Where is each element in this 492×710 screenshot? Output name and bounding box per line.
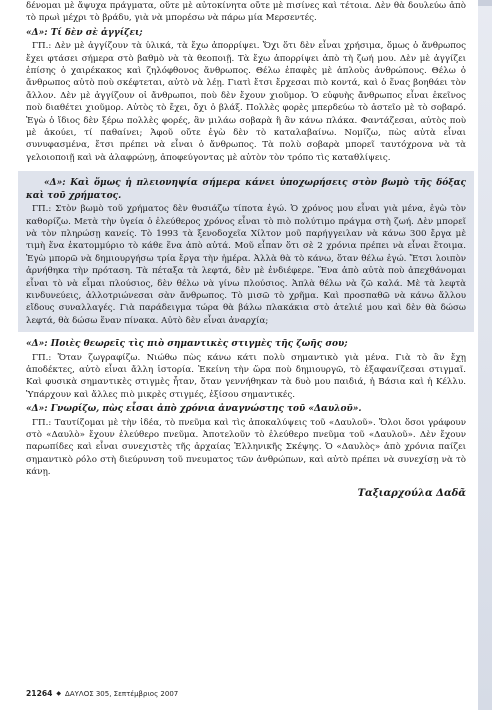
question-label: «Δ»:: [44, 178, 66, 189]
question-label: «Δ»:: [26, 339, 48, 350]
question-davlos: [26, 403, 466, 415]
question-label: «Δ»:: [26, 404, 48, 415]
answer-moments: ΓΠ.: Ὅταν ζωγραφίζω. Νιώθω πὼς κάνω κάτι πολὺ σημαντικὸ γιὰ μένα. Γιὰ τὸ ἂν ἔχῃ ἀποδέκτες, αὐτὸ εἶναι ἄλλη ἱστορία. Ἐκείνη τὴν ὥρα ποὺ δημιουργῶ, τὸ ἐξαφανίζεσαι στιγμαῖ. Καὶ φυσικὰ σημαντικὲς στιγμὲς ἦταν, ὅταν γεννήθηκαν τὰ δυὸ μου παιδιά, ἡ Βάσια καὶ ἡ Κέλλυ. Ὑπάρχουν καὶ ἄλλες πιὸ μικρὲς στιγμές, ἐξίσου σημαντικές.: [26, 352, 466, 400]
question-moments: [26, 338, 466, 350]
question-text: Τί δὲν σὲ ἀγγίζει;: [47, 27, 143, 38]
issue-info: ΔΑΥΛΟΣ 305, Σεπτέμβριος 2007: [65, 689, 179, 698]
author-signature: Ταξιαρχούλα Δαδᾶ: [357, 487, 466, 499]
question-label: «Δ»:: [26, 27, 48, 38]
question-text: Ποιὲς θεωρεῖς τὶς πιὸ σημαντικὲς στιγμὲς τῆς ζωῆς σου;: [47, 339, 348, 350]
margin-tick: [478, 0, 492, 6]
answer-money: ΓΠ.: Στὸν βωμὸ τοῦ χρήματος δὲν θυσιάζω τίποτα ἐγώ. Ὁ χρόνος μου εἶναι γιὰ μένα, ἐγὼ τὸν καθορίζω. Μετὰ τὴν ὑγεία ὁ ἐλεύθερος χρόνος εἶναι τὸ πιὸ πολύτιμο πράγμα στὴ ζωή. Δὲν μπορεῖ νὰ τὸν πληρώσῃ κανείς. Τὸ 1993 τὰ ξενοδοχεῖα Χίλτον μοῦ παρήγγειλαν νὰ κάνω 300 ἔργα μὲ τιμὴ ἕνα ἑκατομμύριο τὸ κάθε ἕνα ἀπὸ αὐτά. Μοῦ εἶπαν ὅτι σὲ 2 χρόνια πρέπει νὰ εἶναι ἕτοιμα. Ἐγὼ μπορῶ νὰ δημιουργήσω τρία ἔργα τὴν ἡμέρα. Ἀλλὰ θὰ τὸ κάνω, ὅταν θέλω ἐγώ. Ἔτσι λοιπὸν ἀρνήθηκα τὴν πρόταση. Τὰ πέταξα τὰ λεφτά, δὲν μὲ ἐνδιέφερε. Ἕνα ἀπὸ αὐτὰ ποὺ ἀπεχθάνομαι εἶναι τὸ νὰ εἶμαι πλούσιος, δὲν θέλω νὰ γίνω πλούσιος. Ἁπλὰ θέλω νὰ ζῶ καλά. Μὲ τὰ λεφτὰ κινδυνεύεις, ἀλλοτριώνεσαι σὰν ἄνθρωπος. Τὸ μισῶ τὸ χρῆμα. Καὶ προσπαθῶ νὰ κάνω ἄλλου εἴδους συναλλαγές. Γιὰ παράδειγμα τώρα θὰ βάλω πλακάκια στὸ ἀτελιέ μου καὶ δὲν θὰ δώσω λεφτά, θὰ δώσω ἕναν πίνακα. Αὐτὸ δὲν εἶναι ἀναρχία;: [26, 204, 466, 326]
intro-paragraph: δένομαι μὲ ἄψυχα πράγματα, οὔτε μὲ αὐτοκίνητα οὔτε μὲ πισίνες καὶ τέτοια. Δὲν θὰ δουλεύω ἀπὸ τὸ πρωὶ μέχρι τὸ βράδυ, γιὰ νὰ μπορέσω νὰ πάρω μία Μερσεντές.: [26, 1, 466, 24]
question-untouched: [26, 27, 466, 39]
answer-untouched: ΓΠ.: Δὲν μὲ ἀγγίζουν τὰ ὑλικά, τὰ ἔχω ἀπορρίψει. Ὄχι ὅτι δὲν εἶναι χρήσιμα, ὅμως ὁ ἄνθρωπος ἔχει φτάσει σήμερα στὸ βαθμὸ νὰ τὰ θεοποιῇ. Τὰ ἔχω ἀπορρίψει ἀπὸ τὴ ζωή μου. Δὲν μὲ ἀγγίζει ἐπίσης ὁ χαιρέκακος καὶ ζηλόφθονος ἄνθρωπος. Θέλω ἐπαφὲς μὲ ἁπλοὺς ἀνθρώπους. Θέλω ὁ ἄνθρωπος αὐτὸ ποὺ σκέφτεται, αὐτὸ νὰ λέῃ. Γιατὶ ἔτσι ἔρχεσαι πιὸ κοντά, καὶ ὁ ἕνας βοηθάει τὸν ἄλλον. Δὲν μὲ ἀγγίζουν οἱ ἄνθρωποι, ποὺ δὲν ἔχουν χιοῦμορ. Ὁ εὐφυὴς ἄνθρωπος εἶναι ἐκεῖνος ποὺ διαθέτει χιοῦμορ. Αὐτὸς τὸ ἔχει, ὄχι ὁ βλάξ. Πολλὲς φορὲς μπερδεύω τὸ ἀστεῖο μὲ τὸ σοβαρό. Ἐγὼ ὁ ἴδιος δὲν ξέρω πολλὲς φορές, ἂν μιλάω σοβαρὰ ἢ ἂν κάνω πλάκα. Φαντάζεσαι, αὐτὸς ποὺ μὲ ἀκούει, τί παθαίνει; Ἀφοῦ οὔτε ἐγὼ δὲν τὸ καταλαβαίνω. Νομίζω, πὼς αὐτὰ εἶναι συνυφασμένα, ἔτσι πρέπει νὰ εἶναι ὁ ἄνθρωπος. Τὰ πολὺ σοβαρὰ μπορεῖ ταυτόχρονα νὰ τὰ γελοιοποιῇ καὶ νὰ ἀλαφρώνῃ, ἀποφεύγοντας μὲ αὐτὸν τὸν τρόπο τὶς καταθλίψεις.: [26, 41, 466, 163]
page-number: 21264: [26, 689, 53, 698]
page-footer: [26, 689, 466, 698]
article-body: [26, 0, 466, 500]
question-text: Καὶ ὅμως ἡ πλειονηψία σήμερα κάνει ὑποχωρήσεις στὸν βωμὸ τῆς δόξας καὶ τοῦ χρήματος.: [26, 178, 466, 201]
right-margin-bar: [478, 0, 492, 710]
question-text: Γνωρίζω, πὼς εἶσαι ἀπὸ χρόνια ἀναγνώστης τοῦ «Δαυλοῦ».: [47, 404, 362, 415]
question-money: [26, 177, 466, 202]
answer-davlos: ΓΠ.: Ταυτίζομαι μὲ τὴν ἰδέα, τὸ πνεῦμα καὶ τὶς ἀποκαλύψεις τοῦ «Δαυλοῦ». Ὅλοι ὅσοι γράφουν στὸ «Δαυλὸ» ἔχουν ἐλεύθερο πνεῦμα. Ἀποτελοῦν τὸ ἐλεύθερο πνεῦμα τοῦ «Δαυλοῦ». Δὲν ἔχουν παρωπίδες καὶ εἶναι συνεχιστὲς τῆς ἀρχαίας Ἑλληνικῆς Σκέψης. Ὁ «Δαυλὸς» ἀπὸ χρόνια παίζει σημαντικὸ ρόλο στὴ διεύρυνση τοῦ πνευματος τῶν ἀνθρώπων, καὶ αὐτὸ πρέπει νὰ συνεχίσῃ νὰ τὸ κάνῃ.: [26, 417, 466, 478]
highlight-box: [18, 171, 474, 332]
diamond-icon: ◆: [56, 690, 62, 697]
